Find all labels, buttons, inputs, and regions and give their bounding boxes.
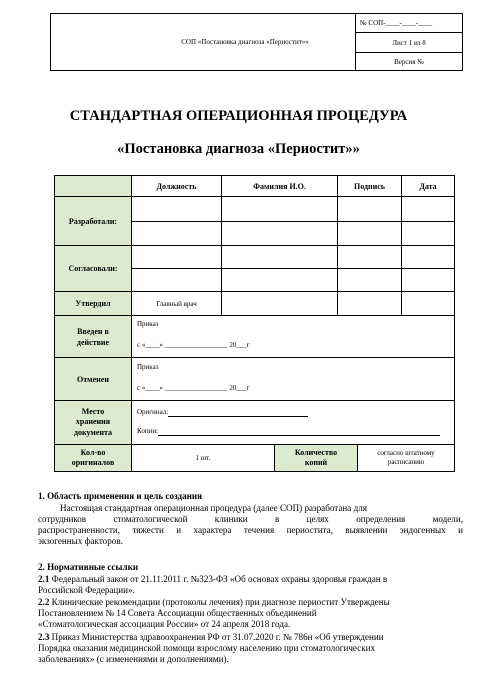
ref-2-3-number: 2.3	[38, 632, 50, 642]
header-name: Фамилия И.О.	[221, 175, 338, 197]
introduced-date-line: с «____» __________________ 20___г	[137, 341, 250, 349]
copies-line	[158, 427, 440, 436]
dev-date-1	[401, 196, 455, 222]
copies-count-value: согласно штатному расписанию	[357, 444, 455, 472]
agr-name-2	[221, 268, 338, 292]
document-title: СТАНДАРТНАЯ ОПЕРАЦИОННАЯ ПРОЦЕДУРА	[69, 108, 408, 124]
approved-name	[221, 291, 338, 316]
header-sheet: Лист 1 из 8	[392, 39, 426, 47]
ref-2-3-line3: заболеваниях» (с изменениями и дополнениями).	[38, 654, 229, 664]
label-approved: Утвердил	[54, 291, 132, 316]
label-storage: Место хранения документа	[54, 400, 132, 445]
agr-position-2	[131, 268, 222, 292]
label-introduced: Введен в действие	[54, 315, 132, 358]
agr-position-1	[131, 245, 222, 269]
introduced-content	[131, 315, 455, 358]
section1-line1: Настоящая стандартная операционная процедура (далее СОП) разработана для	[60, 503, 367, 513]
header-divider-1	[355, 32, 463, 33]
section1-line4: экзогенных факторов.	[38, 536, 123, 546]
label-cancelled: Отменен	[54, 357, 132, 401]
cancelled-content	[131, 357, 455, 401]
agr-date-1	[401, 245, 455, 269]
originals-count-value: 1 шт.	[131, 444, 275, 472]
section2-heading: 2. Нормативные ссылки	[38, 562, 139, 572]
dev-date-2	[401, 221, 455, 246]
storage-copies	[137, 427, 440, 436]
dev-signature-1	[337, 196, 402, 222]
ref-2-1-line2: Российской Федерации».	[38, 585, 135, 595]
cancelled-date-line: с «____» __________________ 20___г	[137, 384, 250, 392]
section1-heading: 1. Область применения и цель создания	[38, 491, 203, 501]
approved-date	[401, 291, 455, 316]
introduced-order: Приказ	[137, 320, 159, 328]
original-line	[168, 408, 308, 417]
label-originals-count: Кол-во оригиналов	[54, 444, 132, 472]
ref-2-2-line3: «Стоматологическая ассоциация России» от 24 апреля 2018 года.	[38, 619, 291, 629]
label-agreed: Согласовали:	[54, 245, 132, 292]
ref-2-3-text: Приказ Министерства здравоохранения РФ от 31.07.2020 г. № 786н «Об утверждении	[49, 632, 384, 642]
header-date: Дата	[401, 175, 455, 197]
section1-line2: сотрудников стоматологической клиники в целях определения модели,	[38, 514, 463, 524]
ref-2-1-number: 2.1	[38, 574, 50, 584]
header-sop-number: № СОП-____-____-____	[360, 19, 433, 27]
ref-2-1-line1	[38, 574, 468, 585]
header-signature: Подпись	[337, 175, 402, 197]
cancelled-order: Приказ	[137, 363, 159, 371]
label-copies-count: Количество копий	[274, 444, 358, 472]
header-divider-2	[355, 52, 463, 53]
ref-2-2-number: 2.2	[38, 597, 50, 607]
ref-2-3-line1	[38, 632, 468, 643]
section1-line3: распространенности, тяжести и характера течения периостита, выявлении эндогенных и	[38, 525, 463, 535]
agr-signature-2	[337, 268, 402, 292]
agr-date-2	[401, 268, 455, 292]
approved-signature	[337, 291, 402, 316]
original-label: Оригинал:	[137, 408, 169, 416]
agr-signature-1	[337, 245, 402, 269]
ref-2-2-line1	[38, 597, 468, 608]
table-corner-cell	[54, 175, 132, 197]
storage-content	[131, 400, 455, 445]
header-version: Версия №	[394, 58, 424, 66]
dev-name-2	[221, 221, 338, 246]
copies-label: Копии:	[137, 427, 159, 435]
document-subtitle: «Постановка диагноза «Периостит»»	[117, 141, 360, 157]
header-sop-title: СОП «Постановка диагноза «Периостит»»	[181, 38, 309, 46]
ref-2-3-line2: Порядка оказания медицинской помощи взрослому населению при стоматологических	[38, 643, 376, 653]
ref-2-2-line2: Постановлением № 14 Совета Ассоциации общественных объединений	[38, 608, 317, 618]
dev-position-1	[131, 196, 222, 222]
dev-name-1	[221, 196, 338, 222]
ref-2-2-text: Клинические рекомендации (протоколы лечения) при диагнозе периостит Утверждены	[49, 597, 390, 607]
header-position: Должность	[131, 175, 222, 197]
approved-position: Главный врач	[131, 291, 222, 316]
agr-name-1	[221, 245, 338, 269]
storage-original	[137, 408, 308, 417]
dev-signature-2	[337, 221, 402, 246]
ref-2-1-text: Федеральный закон от 21.11.2011 г. №323-ФЗ «Об основах охраны здоровья граждан в	[49, 574, 388, 584]
dev-position-2	[131, 221, 222, 246]
label-developed: Разработали:	[54, 196, 132, 246]
